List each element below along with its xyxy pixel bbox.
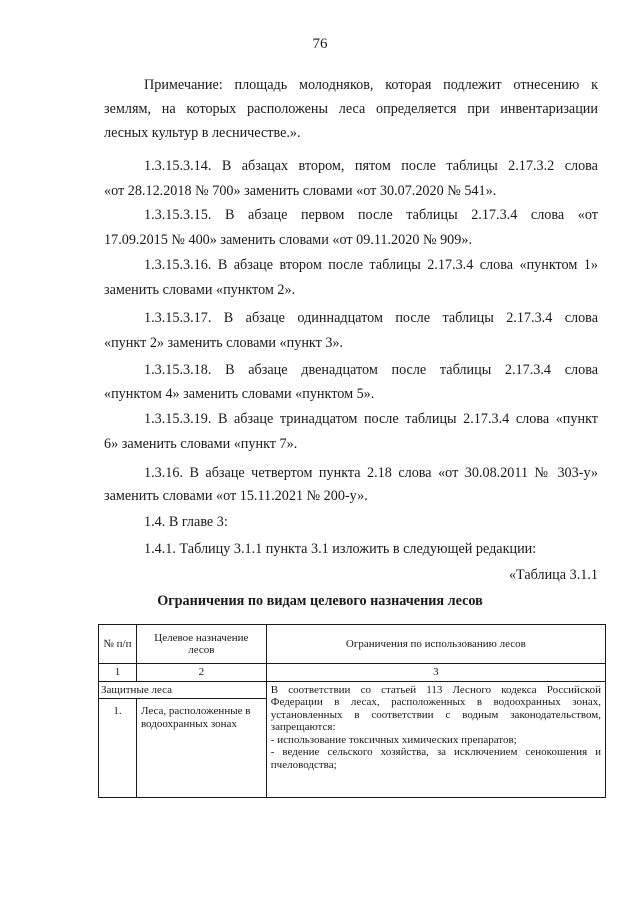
table-title: Ограничения по видам целевого назначения лесов (157, 593, 483, 609)
column-number-1: 1 (99, 664, 137, 682)
paragraph-1-4: 1.4. В главе 3: (144, 514, 228, 530)
paragraph-1-3-16-line-1: 1.3.16. В абзаце четвертом пункта 2.18 слова «от 30.08.2011 № 303-у» (144, 465, 598, 481)
note-line-2: землям, на которых расположены леса определяется при инвентаризации (104, 101, 598, 117)
paragraph-1-3-15-3-16-line-1: 1.3.15.3.16. В абзаце втором после таблицы 2.17.3.4 слова «пунктом 1» (144, 257, 598, 273)
paragraph-1-3-15-3-15-line-1: 1.3.15.3.15. В абзаце первом после таблицы 2.17.3.4 слова «от (144, 207, 598, 223)
paragraph-1-3-15-3-14-line-1: 1.3.15.3.14. В абзацах втором, пятом после таблицы 2.17.3.2 слова (144, 158, 598, 174)
table-row (99, 681, 606, 699)
row-number: 1. (99, 699, 137, 798)
note-line-1: Примечание: площадь молодняков, которая подлежит отнесению к (144, 77, 598, 93)
restrictions-table (98, 624, 606, 798)
restrictions-intro: В соответствии со статьей 113 Лесного кодекса Российской Федерации в лесах, расположенных в водоохранных зонах, установленных в соответствии с водным законодательством, запрещаются: (270, 683, 601, 733)
paragraph-1-3-15-3-16-line-2: заменить словами «пунктом 2». (104, 282, 296, 298)
paragraph-1-3-15-3-18-line-2: «пунктом 4» заменить словами «пунктом 5». (104, 386, 375, 402)
note-line-3: лесных культур в лесничестве.». (104, 125, 301, 141)
header-purpose: Целевое назначение лесов (136, 625, 266, 664)
table-label: «Таблица 3.1.1 (508, 567, 598, 583)
restriction-item: - ведение сельского хозяйства, за исключением сенокошения и пчеловодства; (270, 746, 601, 771)
restrictions-cell (266, 681, 605, 798)
table-header-row (99, 625, 606, 664)
paragraph-1-3-15-3-19-line-2: 6» заменить словами «пункт 7». (104, 436, 298, 452)
row-purpose: Леса, расположенные в водоохранных зонах (136, 699, 266, 798)
header-number: № п/п (99, 625, 137, 664)
section-protective-forests: Защитные леса (99, 681, 267, 699)
paragraph-1-3-15-3-15-line-2: 17.09.2015 № 400» заменить словами «от 09.11.2020 № 909». (104, 232, 472, 248)
column-number-2: 2 (136, 664, 266, 682)
paragraph-1-3-15-3-17-line-2: «пункт 2» заменить словами «пункт 3». (104, 335, 344, 351)
paragraph-1-3-16-line-2: заменить словами «от 15.11.2021 № 200-у». (104, 488, 368, 504)
paragraph-1-3-15-3-18-line-1: 1.3.15.3.18. В абзаце двенадцатом после таблицы 2.17.3.4 слова (144, 362, 598, 378)
paragraph-1-3-15-3-17-line-1: 1.3.15.3.17. В абзаце одиннадцатом после таблицы 2.17.3.4 слова (144, 310, 598, 326)
paragraph-1-4-1: 1.4.1. Таблицу 3.1.1 пункта 3.1 изложить в следующей редакции: (144, 541, 537, 557)
column-number-3: 3 (266, 664, 605, 682)
page-number: 76 (312, 36, 328, 52)
header-restrictions: Ограничения по использованию лесов (266, 625, 605, 664)
table-column-numbers-row (99, 664, 606, 682)
paragraph-1-3-15-3-19-line-1: 1.3.15.3.19. В абзаце тринадцатом после таблицы 2.17.3.4 слова «пункт (144, 411, 598, 427)
restriction-item: - использование токсичных химических препаратов; (270, 733, 517, 746)
paragraph-1-3-15-3-14-line-2: «от 28.12.2018 № 700» заменить словами «от 30.07.2020 № 541». (104, 183, 497, 199)
